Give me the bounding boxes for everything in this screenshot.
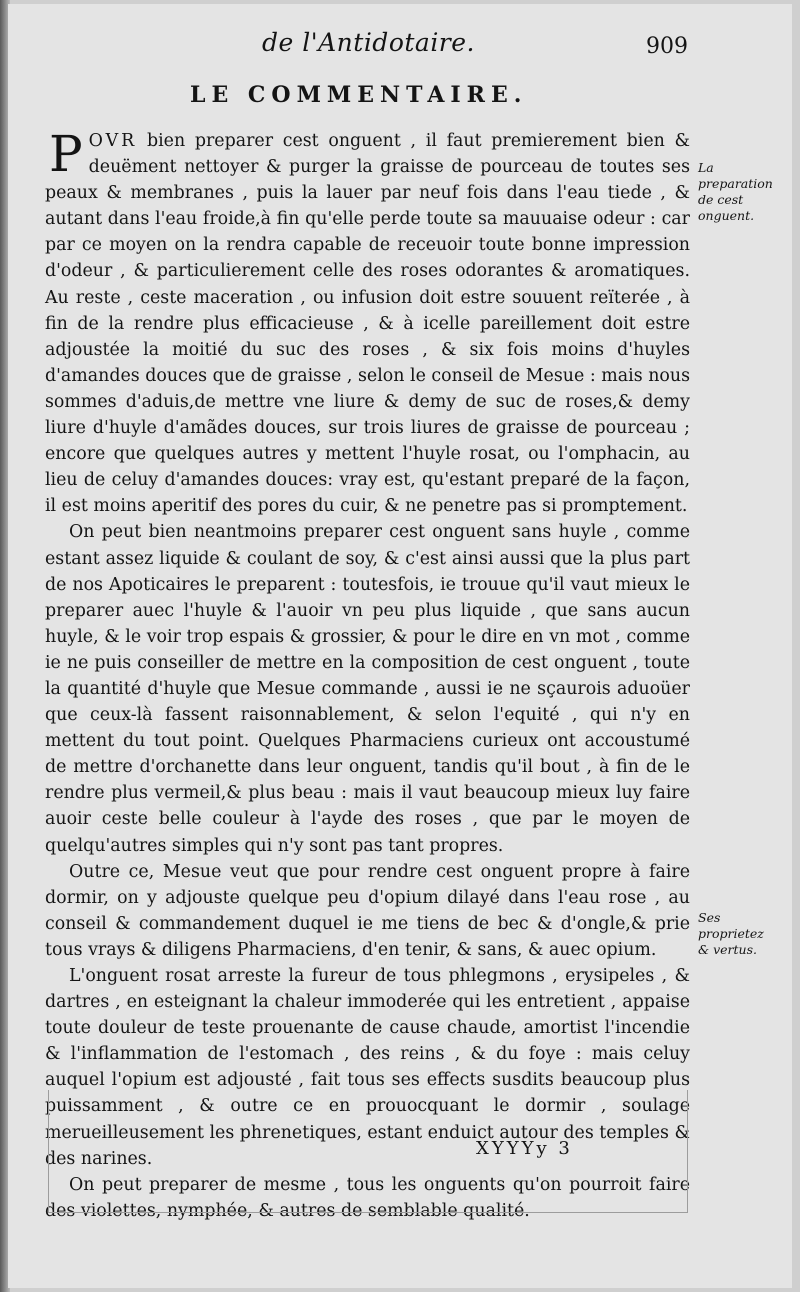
commentary-body: [45, 125, 690, 1224]
margin-note-properties: Ses proprietez & vertus.: [698, 910, 764, 957]
page-number: 909: [646, 34, 688, 59]
paragraph-1-text: bien preparer cest onguent , il faut premierement bien & deuëment nettoyer & purger la graisse de pourceau de toutes ses peaux & membranes , puis la lauer par neuf fois dans l'eau tiede , & autant dans l'eau froide,à fin qu'elle perde toute sa mauuaise odeur : car par ce moyen on la rendra capable de receuoir toute bonne impression d'odeur , & particulierement celle des roses odorantes & aromatiques. Au reste , ceste maceration , ou infusion doit estre souuent reïterée , à fin de la rendre plus efficacieuse , & à icelle pareillement doit estre adjoustée la moitié du suc des roses , & six fois moins d'huyles d'amandes douces que de graisse , selon le conseil de Mesue : mais nous sommes d'aduis,de mettre vne liure & demy de suc de roses,& demy liure d'huyle d'amãdes douces, sur trois liures de graisse de pourceau ; encore que quelques autres y mettent l'huyle rosat, ou l'omphacin, au lieu de celuy d'amandes douces: vray est, qu'estant preparé de la façon, il est moins aperitif des pores du cuir, & ne penetre pas si promptement.: [45, 131, 690, 517]
paragraph-1: [45, 125, 690, 519]
paragraph-4: L'onguent rosat arreste la fureur de tous phlegmons , erysipeles , & dartres , en esteignant la chaleur immoderée qui les entretient , appaise toute douleur de teste prouenante de cause chaude, amortist l'incendie & l'inflammation de l'estomach , des reins , & du foye : mais celuy auquel l'opium est adjousté , fait tous ses effects susdits beaucoup plus puissamment , & outre ce en prouocquant le dormir , soulage merueilleusement les phrenetiques, estant enduict autour des temples & des narines.: [45, 966, 690, 1169]
paragraph-2: On peut bien neantmoins preparer cest onguent sans huyle , comme estant assez liquide & coulant de soy, & c'est ainsi aussi que la plus part de nos Apoticaires le preparent : toutesfois, ie trouue qu'il vaut mieux le preparer auec l'huyle & l'auoir vn peu plus liquide , que sans aucun huyle, & le voir trop espais & grossier, & pour le dire en vn mot , comme ie ne puis conseiller de mettre en la composition de cest onguent , toute la quantité d'huyle que Mesue commande , aussi ie ne sçaurois aduoüer que ceux-là fassent raisonnablement, & selon l'equité , qui n'y en mettent du tout point. Quelques Pharmaciens curieux ont accoustumé de mettre d'orchanette dans leur onguent, tandis qu'il bout , à fin de le rendre plus vermeil,& plus beau : mais il vaut beaucoup mieux luy faire auoir ceste belle couleur à l'ayde des roses , que par le moyen de quelqu'autres simples qui n'y sont pas tant propres.: [45, 522, 690, 856]
running-head: de l'Antidotaire.: [262, 28, 476, 57]
section-title: LE COMMENTAIRE.: [190, 82, 528, 108]
paragraph-5: On peut preparer de mesme , tous les onguents qu'on pourroit faire des violettes, nymphée, & autres de semblable qualité.: [45, 1174, 690, 1221]
lead-word: OVR: [88, 131, 138, 151]
bleed-through-frame: [48, 1090, 688, 1213]
catchword: XYYYy 3: [476, 1138, 573, 1159]
margin-note-preparation: La preparation de cest onguent.: [698, 160, 773, 223]
drop-cap: P: [49, 125, 83, 183]
paragraph-3: Outre ce, Mesue veut que pour rendre cest onguent propre à faire dormir, on y adjouste quelque peu d'opium dilayé dans l'eau rose , au conseil & commandement duquel ie me tiens de bec & d'ongle,& prie tous vrays & diligens Pharmaciens, d'en tenir, & sans, & auec opium.: [45, 861, 690, 960]
